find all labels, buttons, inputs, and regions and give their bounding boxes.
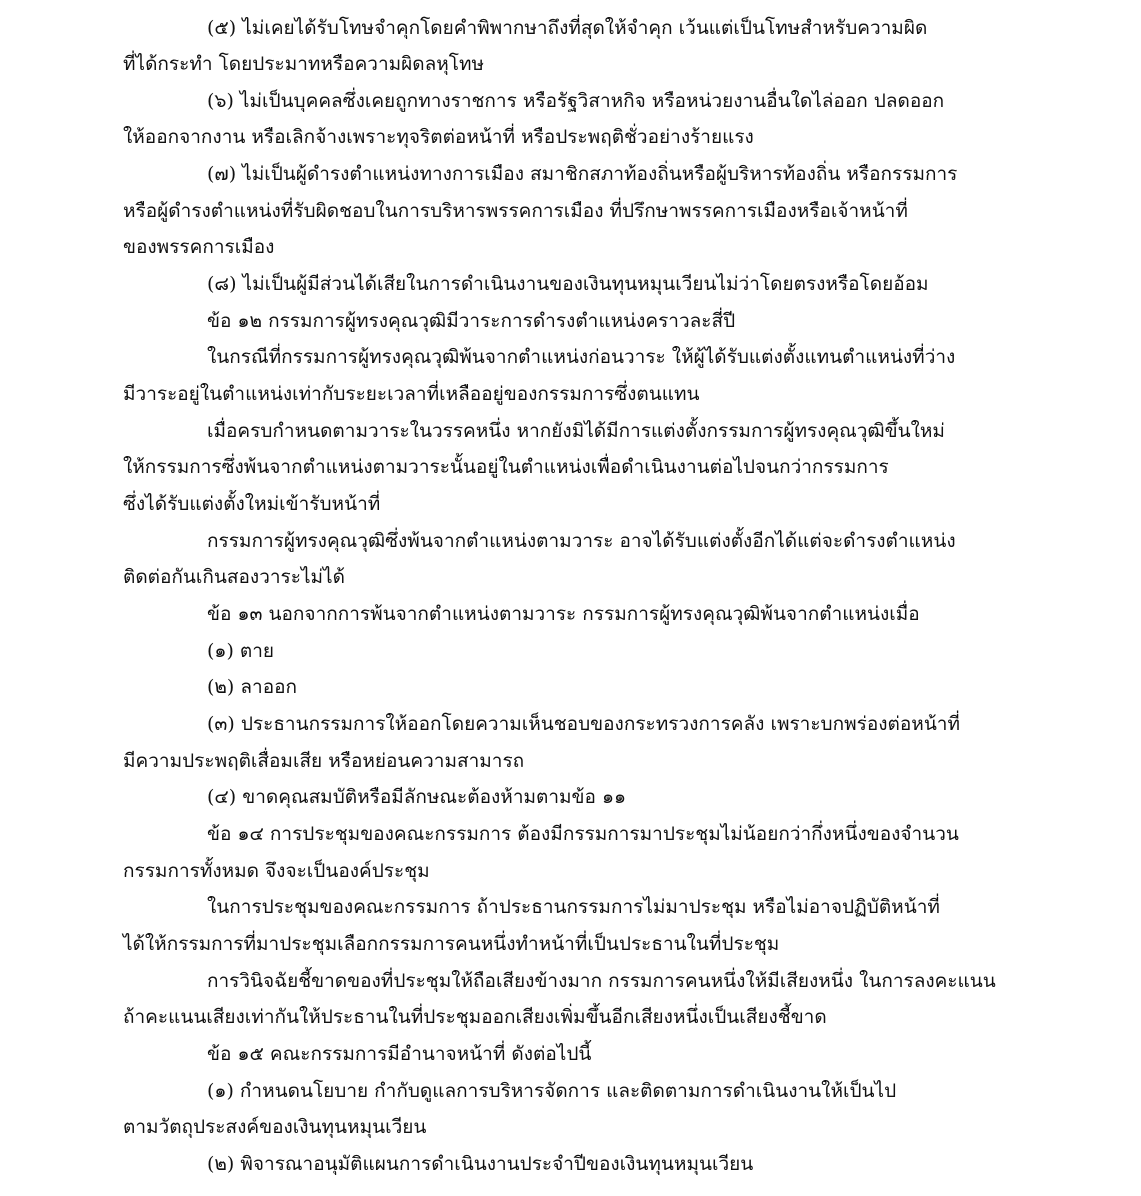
text-line: ของพรรคการเมือง: [123, 236, 275, 258]
text-line: ข้อ ๑๒ กรรมการผู้ทรงคุณวุฒิมีวาระการดำรงตำแหน่งคราวละสี่ปี: [207, 310, 736, 332]
text-line: ข้อ ๑๔ การประชุมของคณะกรรมการ ต้องมีกรรมการมาประชุมไม่น้อยกว่ากึ่งหนึ่งของจำนวน: [207, 823, 959, 845]
text-line: ในการประชุมของคณะกรรมการ ถ้าประธานกรรมการไม่มาประชุม หรือไม่อาจปฏิบัติหน้าที่: [207, 896, 940, 918]
text-line: หรือผู้ดำรงตำแหน่งที่รับผิดชอบในการบริหารพรรคการเมือง ที่ปรึกษาพรรคการเมืองหรือเจ้าหน้าที่: [123, 200, 908, 222]
text-line: ให้กรรมการซึ่งพ้นจากตำแหน่งตามวาระนั้นอยู่ในตำแหน่งเพื่อดำเนินงานต่อไปจนกว่ากรรมการ: [123, 456, 889, 478]
text-line: (๑) ตาย: [207, 640, 275, 662]
text-line: (๒) ลาออก: [207, 676, 298, 698]
text-line: (๓) ประธานกรรมการให้ออกโดยความเห็นชอบของกระทรวงการคลัง เพราะบกพร่องต่อหน้าที่: [207, 713, 960, 735]
text-line: ได้ให้กรรมการที่มาประชุมเลือกกรรมการคนหนึ่งทำหน้าที่เป็นประธานในที่ประชุม: [123, 933, 780, 955]
text-line: (๔) ขาดคุณสมบัติหรือมีลักษณะต้องห้ามตามข้อ ๑๑: [207, 786, 627, 808]
text-line: ซึ่งได้รับแต่งตั้งใหม่เข้ารับหน้าที่: [123, 493, 381, 515]
text-line: มีความประพฤติเสื่อมเสีย หรือหย่อนความสามารถ: [123, 750, 525, 772]
text-line: กรรมการผู้ทรงคุณวุฒิซึ่งพ้นจากตำแหน่งตามวาระ อาจได้รับแต่งตั้งอีกได้แต่จะดำรงตำแหน่ง: [207, 530, 956, 552]
text-line: ตามวัตถุประสงค์ของเงินทุนหมุนเวียน: [123, 1116, 427, 1138]
text-line: เมื่อครบกำหนดตามวาระในวรรคหนึ่ง หากยังมิได้มีการแต่งตั้งกรรมการผู้ทรงคุณวุฒิขึ้นใหม่: [207, 420, 945, 442]
text-line: (๖) ไม่เป็นบุคคลซึ่งเคยถูกทางราชการ หรือรัฐวิสาหกิจ หรือหน่วยงานอื่นใดไล่ออก ปลดออก: [207, 90, 945, 112]
text-line: (๗) ไม่เป็นผู้ดำรงตำแหน่งทางการเมือง สมาชิกสภาท้องถิ่นหรือผู้บริหารท้องถิ่น หรือกรรมการ: [207, 163, 958, 185]
text-line: มีวาระอยู่ในตำแหน่งเท่ากับระยะเวลาที่เหลืออยู่ของกรรมการซึ่งตนแทน: [123, 383, 700, 405]
text-line: ให้ออกจากงาน หรือเลิกจ้างเพราะทุจริตต่อหน้าที่ หรือประพฤติชั่วอย่างร้ายแรง: [123, 126, 754, 148]
text-line: ที่ได้กระทำ โดยประมาทหรือความผิดลหุโทษ: [123, 53, 485, 75]
text-line: ข้อ ๑๕ คณะกรรมการมีอำนาจหน้าที่ ดังต่อไปนี้: [207, 1043, 592, 1065]
text-line: ในกรณีที่กรรมการผู้ทรงคุณวุฒิพ้นจากตำแหน่งก่อนวาระ ให้ผู้ได้รับแต่งตั้งแทนตำแหน่งที่ว่าง: [207, 346, 956, 368]
text-line: ติดต่อกันเกินสองวาระไม่ได้: [123, 566, 345, 588]
text-line: (๑) กำหนดนโยบาย กำกับดูแลการบริหารจัดการ และติดตามการดำเนินงานให้เป็นไป: [207, 1080, 897, 1102]
text-line: การวินิจฉัยชี้ขาดของที่ประชุมให้ถือเสียงข้างมาก กรรมการคนหนึ่งให้มีเสียงหนึ่ง ในการลงคะแนน: [207, 970, 996, 992]
text-line: กรรมการทั้งหมด จึงจะเป็นองค์ประชุม: [123, 860, 430, 882]
text-line: ข้อ ๑๓ นอกจากการพ้นจากตำแหน่งตามวาระ กรรมการผู้ทรงคุณวุฒิพ้นจากตำแหน่งเมื่อ: [207, 603, 920, 625]
text-line: (๕) ไม่เคยได้รับโทษจำคุกโดยคำพิพากษาถึงที่สุดให้จำคุก เว้นแต่เป็นโทษสำหรับความผิด: [207, 17, 928, 39]
text-line: ถ้าคะแนนเสียงเท่ากันให้ประธานในที่ประชุมออกเสียงเพิ่มขึ้นอีกเสียงหนึ่งเป็นเสียงชี้ขาด: [123, 1006, 827, 1028]
text-line: (๒) พิจารณาอนุมัติแผนการดำเนินงานประจำปีของเงินทุนหมุนเวียน: [207, 1153, 754, 1175]
text-line: (๘) ไม่เป็นผู้มีส่วนได้เสียในการดำเนินงานของเงินทุนหมุนเวียนไม่ว่าโดยตรงหรือโดยอ้อม: [207, 273, 929, 295]
